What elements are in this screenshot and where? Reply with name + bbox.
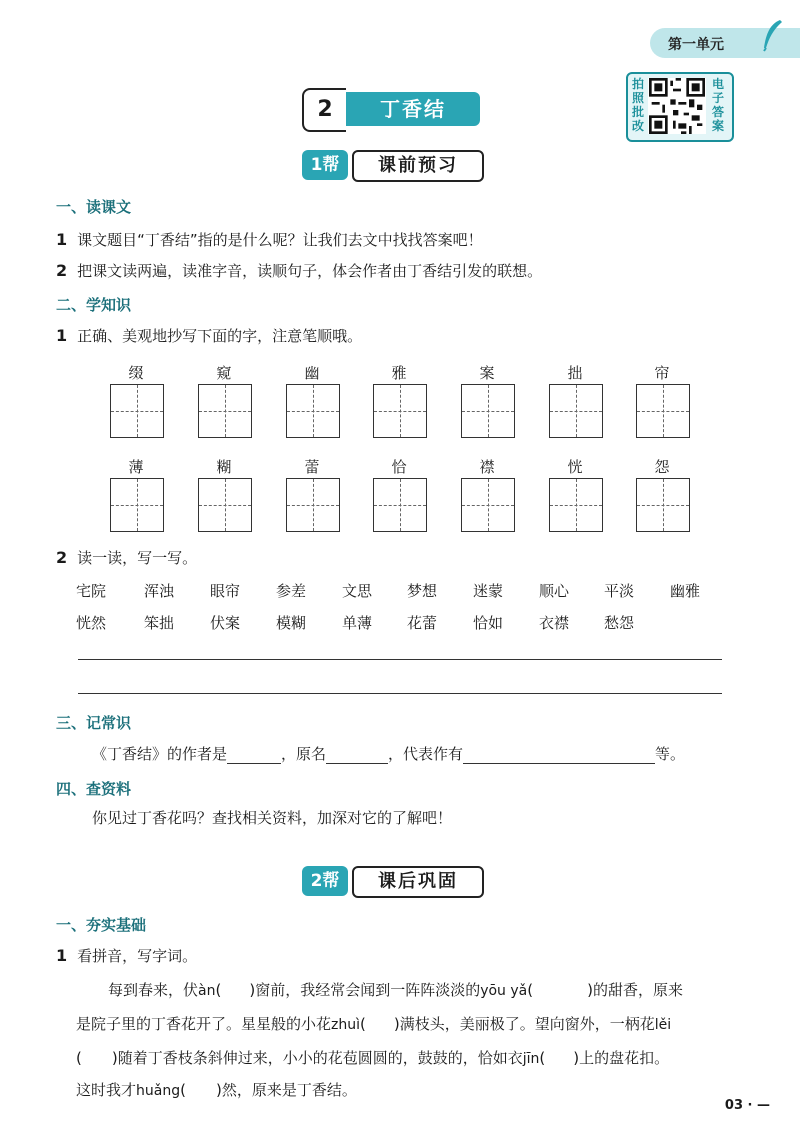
section-header-preview (302, 150, 482, 182)
copy-characters-instruction: 1 正确、美观地抄写下面的字，注意笔顺哦。 (56, 326, 363, 345)
writing-grid[interactable] (549, 384, 603, 438)
writing-grid[interactable] (373, 478, 427, 532)
char-label: 帘 (654, 364, 670, 382)
blank-original-name[interactable] (326, 745, 388, 764)
vocab-word: 花蕾 (407, 614, 438, 632)
answer-line[interactable] (78, 693, 722, 694)
writing-grid[interactable] (286, 384, 340, 438)
writing-grid[interactable] (198, 384, 252, 438)
vocab-word: 宅院 (76, 582, 107, 600)
vocab-word: 浑浊 (144, 582, 175, 600)
writing-grid[interactable] (549, 478, 603, 532)
passage-line: 每到春来，伏àn( )窗前，我经常会闻到一阵阵淡淡的yōu yǎ( )的甜香，原来 (108, 981, 683, 999)
vocab-word: 单薄 (342, 614, 373, 632)
char-label: 襟 (479, 458, 495, 476)
feather-pen-icon (760, 18, 786, 52)
vocab-word: 平淡 (604, 582, 635, 600)
char-label: 恍 (567, 458, 583, 476)
vocab-word: 顺心 (539, 582, 570, 600)
read-write-instruction: 2 读一读，写一写。 (56, 548, 198, 567)
vocab-word: 愁怨 (604, 614, 635, 632)
research-text: 你见过丁香花吗？查找相关资料，加深对它的了解吧！ (92, 809, 453, 827)
qr-right-caption: 电 子 答 案 (711, 77, 724, 133)
passage-line: 这时我才huǎng( )然，原来是丁香结。 (76, 1081, 357, 1099)
writing-grid[interactable] (286, 478, 340, 532)
heading-common-knowledge: 三、记常识 (56, 714, 132, 732)
section-name: 课后巩固 (352, 866, 484, 898)
char-label: 雅 (391, 364, 407, 382)
char-label: 怨 (654, 458, 670, 476)
qr-code-panel[interactable] (626, 72, 734, 142)
blank-author[interactable] (227, 745, 281, 764)
question-1: 1 课文题目“丁香结”指的是什么呢？让我们去文中找找答案吧！ (56, 230, 483, 249)
writing-grid[interactable] (373, 384, 427, 438)
writing-grid[interactable] (461, 384, 515, 438)
author-fill-in: 《丁香结》的作者是 ，原名 ，代表作有 等。 (92, 745, 686, 763)
vocab-word: 笨拙 (144, 614, 175, 632)
char-label: 蕾 (304, 458, 320, 476)
vocab-word: 参差 (276, 582, 307, 600)
char-label: 恰 (391, 458, 407, 476)
vocab-word: 文思 (342, 582, 373, 600)
char-label: 薄 (128, 458, 144, 476)
vocab-word: 迷蒙 (473, 582, 504, 600)
section-name: 课前预习 (352, 150, 484, 182)
passage-line: ( )随着丁香枝条斜伸过来，小小的花苞圆圆的，鼓鼓的，恰如衣jīn( )上的盘花扣。 (76, 1049, 670, 1067)
vocab-word: 恍然 (76, 614, 107, 632)
vocab-word: 模糊 (276, 614, 307, 632)
writing-grid[interactable] (636, 478, 690, 532)
question-2: 2 把课文读两遍，读准字音，读顺句子，体会作者由丁香结引发的联想。 (56, 261, 543, 280)
heading-read-text: 一、读课文 (56, 198, 132, 216)
vocab-word: 伏案 (210, 614, 241, 632)
vocab-word: 梦想 (407, 582, 438, 600)
writing-grid[interactable] (461, 478, 515, 532)
char-label: 拙 (567, 364, 583, 382)
pinyin-instruction: 1 看拼音，写字词。 (56, 946, 198, 965)
writing-grid[interactable] (636, 384, 690, 438)
section-tag: 2帮 (302, 866, 348, 896)
char-label: 缀 (128, 364, 144, 382)
writing-grid[interactable] (198, 478, 252, 532)
writing-grid[interactable] (110, 478, 164, 532)
writing-grid[interactable] (110, 384, 164, 438)
heading-basics: 一、夯实基础 (56, 916, 147, 934)
answer-line[interactable] (78, 659, 722, 660)
heading-research: 四、查资料 (56, 780, 132, 798)
section-tag: 1帮 (302, 150, 348, 180)
char-label: 窥 (216, 364, 232, 382)
blank-representative-works[interactable] (463, 745, 655, 764)
vocab-word: 恰如 (473, 614, 504, 632)
qr-left-caption: 拍 照 批 改 (631, 77, 644, 133)
char-label: 幽 (304, 364, 320, 382)
passage-line: 是院子里的丁香花开了。星星般的小花zhuì( )满枝头，美丽极了。望向窗外，一柄花lěi (76, 1015, 672, 1033)
char-label: 糊 (216, 458, 232, 476)
vocab-word: 眼帘 (210, 582, 241, 600)
vocab-word: 幽雅 (670, 582, 701, 600)
unit-tab (650, 28, 800, 58)
page-number: 03 · — (724, 1098, 770, 1113)
lesson-title (302, 88, 480, 130)
vocab-word: 衣襟 (539, 614, 570, 632)
qr-code-icon[interactable] (648, 78, 706, 134)
unit-label: 第一单元 (668, 37, 724, 53)
char-label: 案 (479, 364, 495, 382)
section-header-review (302, 866, 482, 898)
lesson-name: 丁香结 (346, 92, 480, 126)
lesson-number: 2 (302, 88, 346, 132)
heading-learn-knowledge: 二、学知识 (56, 296, 132, 314)
